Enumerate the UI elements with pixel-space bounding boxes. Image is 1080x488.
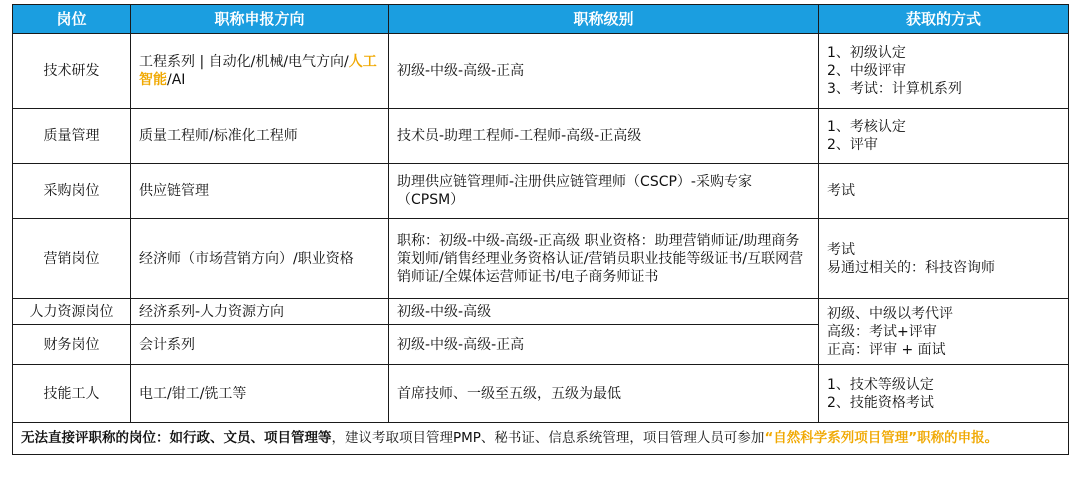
note-text: ，建议考取项目管理PMP、秘书证、信息系统管理，项目管理人员可参加: [331, 430, 765, 446]
method-line: 正高：评审 + 面试: [827, 341, 946, 358]
method-line: 考试: [827, 241, 855, 258]
note-highlight: “自然科学系列项目管理”职称的申报。: [764, 430, 999, 446]
method-line: 1、考核认定: [827, 119, 906, 135]
level-cell: 初级-中级-高级-正高: [389, 34, 819, 109]
header-method: 获取的方式: [819, 5, 1069, 34]
header-position: 岗位: [13, 5, 131, 34]
direction-cell: [131, 34, 389, 109]
direction-cell: 电工/钳工/铣工等: [131, 365, 389, 423]
position-cell: 人力资源岗位: [13, 299, 131, 325]
header-row: [13, 5, 1069, 34]
direction-cell: 质量工程师/标准化工程师: [131, 109, 389, 164]
direction-cell: 会计系列: [131, 325, 389, 365]
direction-suffix: /AI: [167, 72, 186, 88]
method-cell: [819, 34, 1069, 109]
position-cell: 财务岗位: [13, 325, 131, 365]
table-row: [13, 365, 1069, 423]
level-cell: 职称：初级-中级-高级-正高级 职业资格：助理营销师证/助理商务策划师/销售经理业务资格认证/营销员职业技能等级证书/互联网营销师证/全媒体运营师证书/电子商务师证书: [389, 219, 819, 299]
table-row: [13, 164, 1069, 219]
method-line: 1、技术等级认定: [827, 376, 934, 393]
level-cell: 初级-中级-高级: [389, 299, 819, 325]
level-cell: 技术员-助理工程师-工程师-高级-正高级: [389, 109, 819, 164]
position-cell: 质量管理: [13, 109, 131, 164]
table-row: [13, 109, 1069, 164]
job-title-table: [12, 4, 1069, 455]
position-cell: 技术研发: [13, 34, 131, 109]
header-level: 职称级别: [389, 5, 819, 34]
direction-cell: 经济师（市场营销方向）/职业资格: [131, 219, 389, 299]
header-direction: 职称申报方向: [131, 5, 389, 34]
position-cell: 采购岗位: [13, 164, 131, 219]
note-cell: [13, 423, 1069, 455]
method-line: 3、考试：计算机系列: [827, 81, 962, 97]
note-row: [13, 423, 1069, 455]
table-row: [13, 299, 1069, 325]
position-cell: 技能工人: [13, 365, 131, 423]
method-line: 1、初级认定: [827, 45, 906, 61]
direction-cell: 供应链管理: [131, 164, 389, 219]
direction-highlight: 人工智能: [139, 54, 377, 88]
level-cell: 初级-中级-高级-正高: [389, 325, 819, 365]
method-cell: [819, 219, 1069, 299]
direction-text: 工程系列 | 自动化/机械/电气方向/: [139, 54, 349, 70]
method-line: 2、技能资格考试: [827, 394, 934, 411]
table-row: [13, 219, 1069, 299]
method-cell: 考试: [819, 164, 1069, 219]
method-cell: [819, 109, 1069, 164]
method-line: 2、中级评审: [827, 63, 906, 79]
method-line: 初级、中级以考代评: [827, 305, 953, 322]
direction-cell: 经济系列-人力资源方向: [131, 299, 389, 325]
table-row: [13, 34, 1069, 109]
method-line: 易通过相关的：科技咨询师: [827, 259, 995, 276]
method-cell: [819, 299, 1069, 365]
level-cell: 首席技师、一级至五级，五级为最低: [389, 365, 819, 423]
method-cell: [819, 365, 1069, 423]
note-bold: 无法直接评职称的岗位：如行政、文员、项目管理等: [21, 430, 332, 446]
method-line: 高级：考试+评审: [827, 323, 937, 340]
position-cell: 营销岗位: [13, 219, 131, 299]
level-cell: 助理供应链管理师-注册供应链管理师（CSCP）-采购专家（CPSM）: [389, 164, 819, 219]
method-line: 2、评审: [827, 137, 878, 153]
